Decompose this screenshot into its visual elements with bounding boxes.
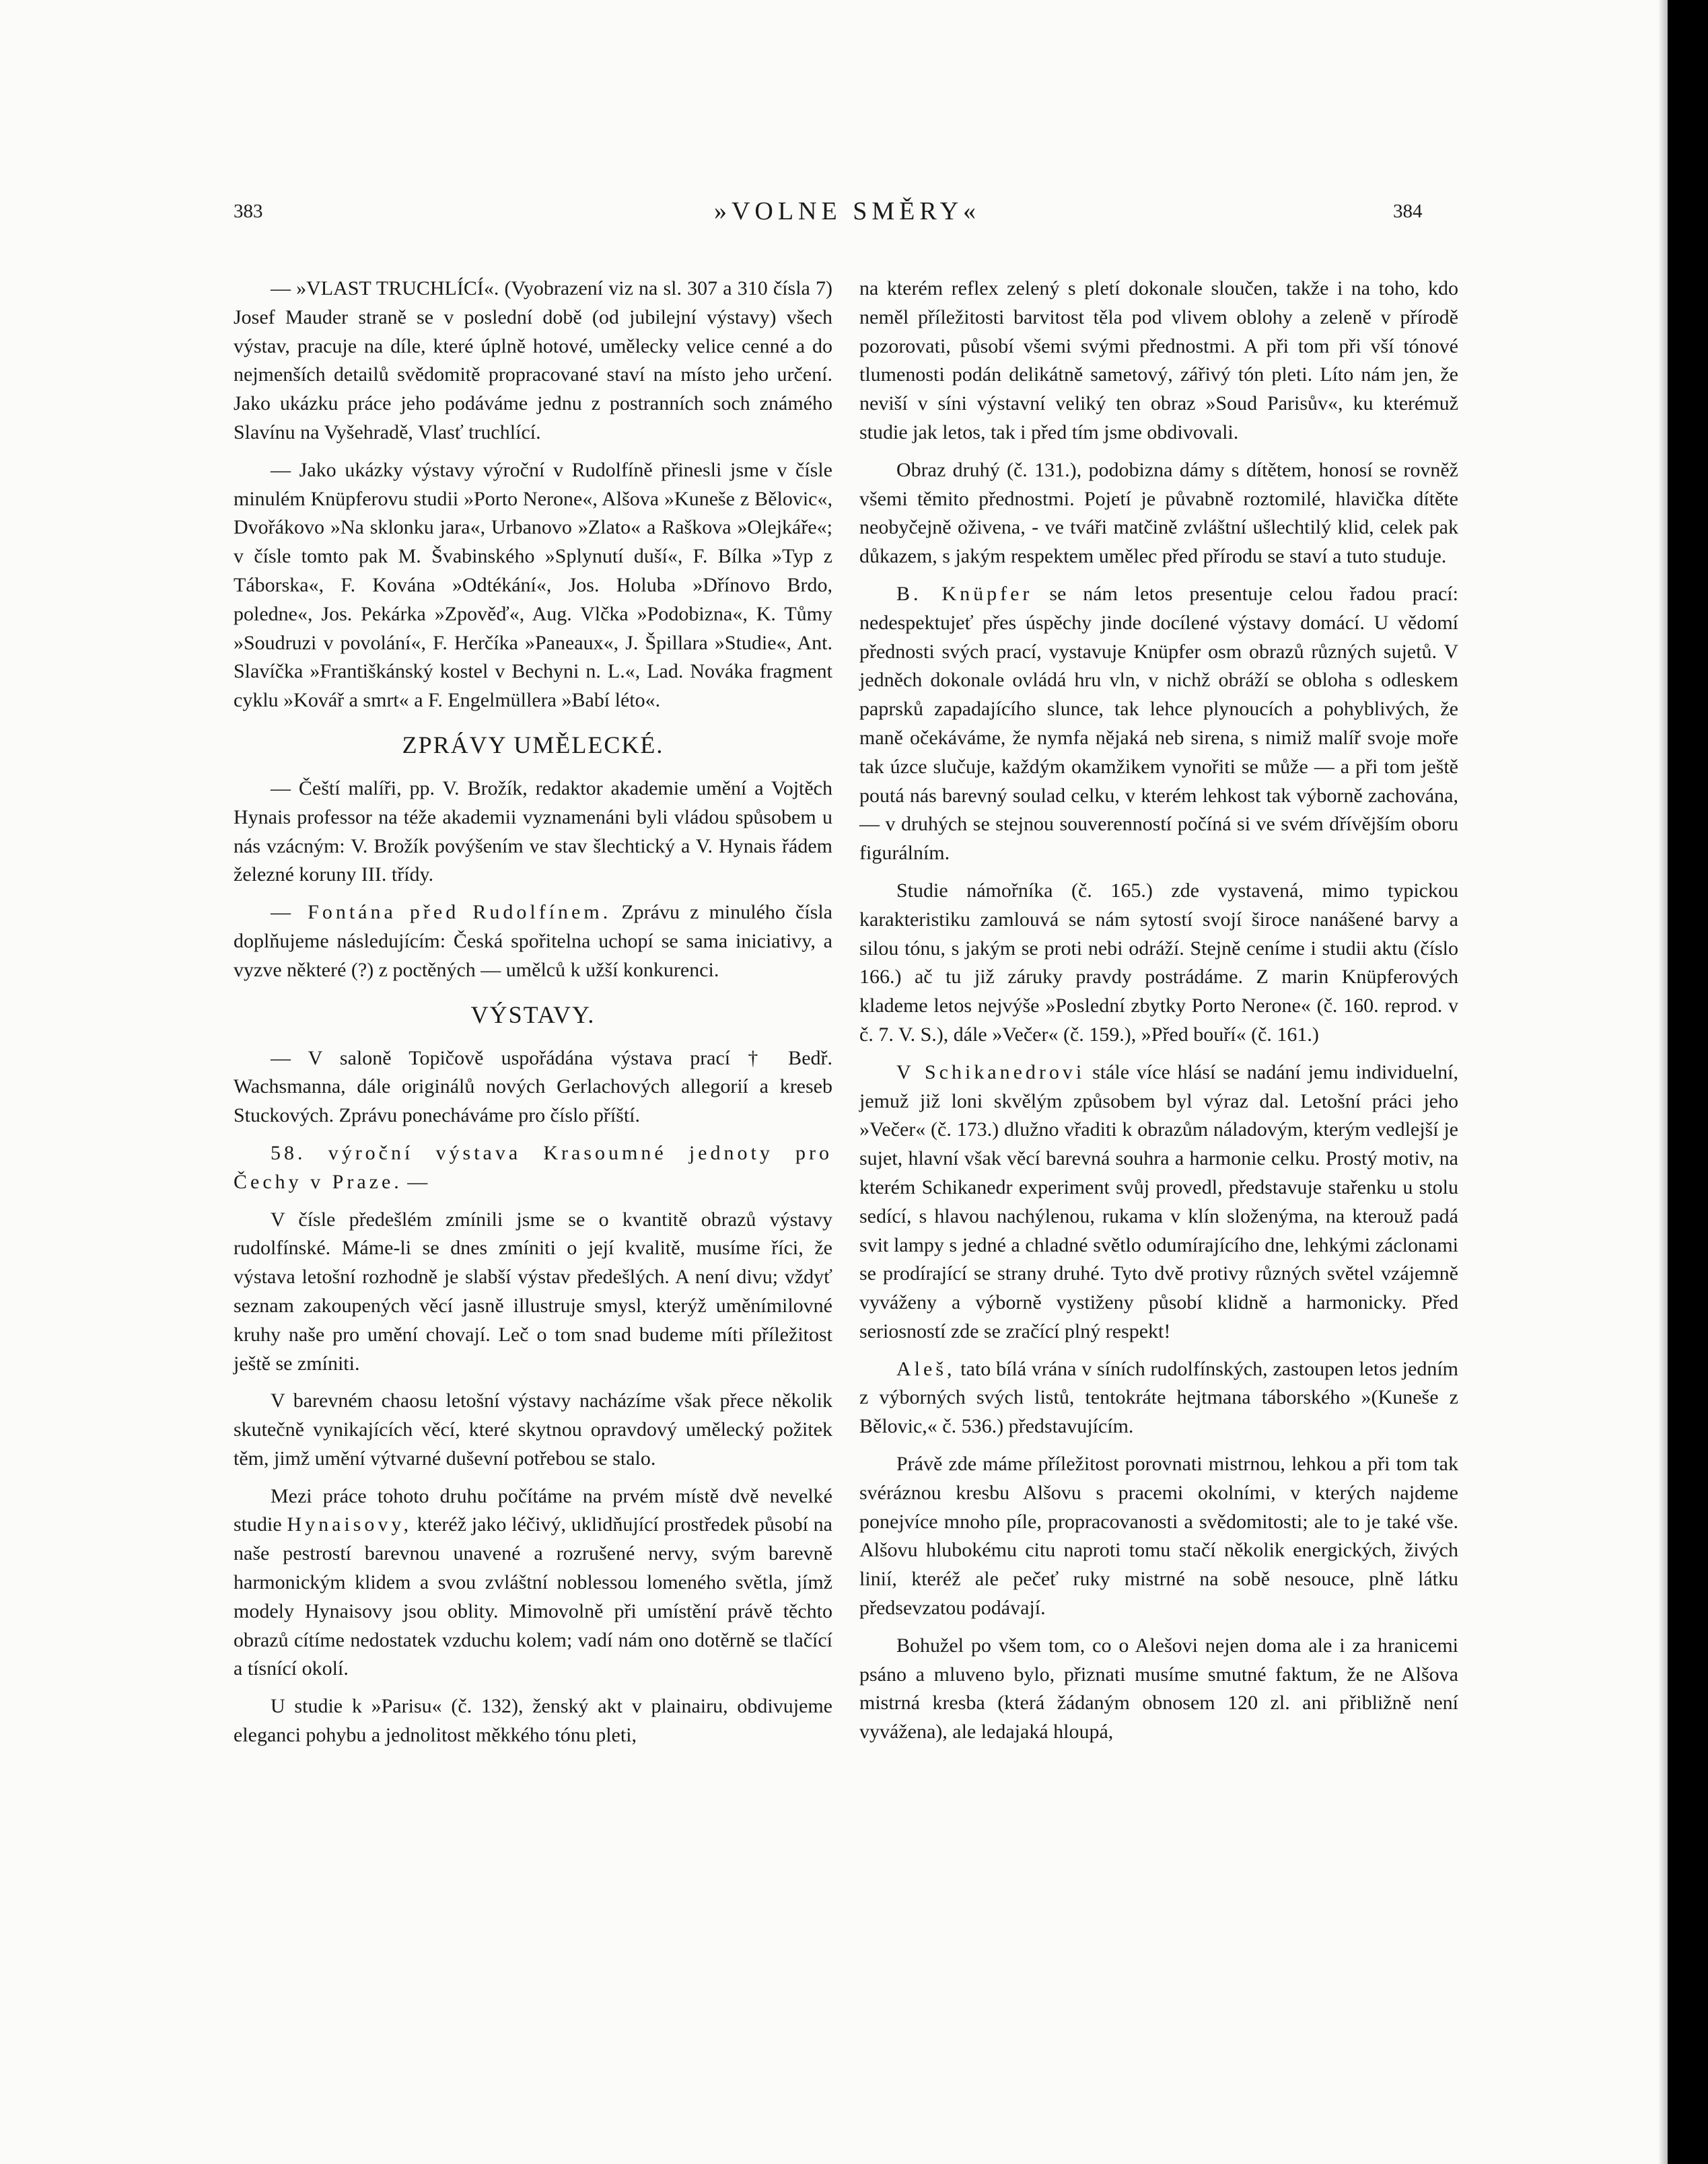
spaced-lead: — Fontána před Rudolfínem. (271, 901, 612, 924)
paragraph: na kterém reflex zelený s pletí dokonale sloučen, takže i na toho, kdo neměl příležitosti barvitost těla pod vlivem oblohy a zeleně v přírodě pozorovati, působí všemi svými přednostmi. A při tom při vší tónové tlumenosti podán delikátně sametový, zářivý tón pleti. Líto nám jen, že neviší v síni výstavní veliký ten obraz »Soud Parisův«, ku kterémuž studie jak letos, tak i před tím jsme obdivovali. (859, 277, 1458, 443)
paragraph: — Jako ukázky výstavy výroční v Rudolfíně přinesli jsme v čísle minulém Knüpferovu studii »Porto Nerone«, Alšova »Kuneše z Bělovic«, Dvořákovo »Na sklonku jara«, Urbanovo »Zlato« a Raškova »Olejkáře«; v čísle tomto pak M. Švabinského »Splynutí duší«, F. Bílka »Typ z Táborska«, F. Kována »Odtékání«, Jos. Holuba »Dřínovo Brdo, poledne«, Jos. Pekárka »Zpověď«, Aug. Vlčka »Podobizna«, K. Tůmy »Soudruzi v povolání«, F. Herčíka »Paneaux«, J. Špillara »Studie«, Ant. Slavíčka »Františkánský kostel v Bechyni n. L.«, Lad. Nováka fragment cyklu »Kovář a smrt« a F. Engelmüllera »Babí léto«. (234, 458, 832, 712)
section-heading-exhibitions: VÝSTAVY. (470, 1001, 596, 1028)
left-column (234, 275, 832, 1759)
paragraph-text: Mezi práce tohoto druhu počítáme na prvém místě dvě nevelké studie (234, 1484, 832, 1536)
paragraph (859, 1058, 1458, 1346)
section-heading-news: ZPRÁVY UMĚLECKÉ. (402, 731, 664, 758)
spaced-name: Hynaisovy, (287, 1513, 412, 1536)
page-number-right: 384 (1393, 201, 1423, 222)
paragraph: Právě zde máme příležitost porovnati mistrnou, lehkou a při tom tak svéráznou kresbu Alšovu s pracemi okolními, v kterých najdeme ponejvíce mnoho píle, propracovanosti a svědomitosti; ale to je také vše. Alšovu hlubokému citu naproti tomu stačí několik energických, živých linií, kteréž ale pečeť ruky mistrné na sobě nesouce, plně látku předsevzatou podávají. (859, 1453, 1458, 1620)
paragraph: Studie námořníka (č. 165.) zde vystavená, mimo typickou karakteristiku zamlouvá se nám sytostí svojí široce nanášené barvy a silou tónu, s jakým se proti nebi odráží. Stejně ceníme i studii aktu (číslo 166.) ač tu již záruky pravdy postrádáme. Z marin Knüpferových klademe letos nejvýše »Poslední zbytky Porto Nerone« (č. 160. reprod. v č. 7. V. S.), dále »Večer« (č. 159.), »Před bouří« (č. 161.) (859, 879, 1458, 1046)
paragraph-text: kteréž jako léčivý, uklidňující prostředek působí na naše pestrostí barevnou unavené a rozrušené nervy, svým barevně harmonickým klidem a svou zvláštní noblessou lomeného světla, jímž modely Hynaisovy jsou oblity. Mimovolně při umístění právě těchto obrazů cítíme nedostatek vzduchu kolem; vadí nám ono dotěrně se tlačící a tísnící okolí. (234, 1513, 832, 1680)
running-header (0, 197, 1668, 234)
spaced-name: Aleš, (896, 1357, 956, 1380)
paragraph: — V saloně Topičově uspořádána výstava prací † Bedř. Wachsmanna, dále originálů nových Gerlachových allegorií a kreseb Stuckových. Zprávu ponecháváme pro číslo příští. (234, 1046, 832, 1127)
paragraph: — »VLAST TRUCHLÍCÍ«. (Vyobrazení viz na sl. 307 a 310 čísla 7) Josef Mauder straně se v poslední době (od jubilejní výstavy) všech výstav, pracuje na díle, které úplně hotové, umělecky velice cenné a do nejmenších detailů svědomitě propracované staví na místo jeho určení. Jako ukázku práce jeho podáváme jednu z postranních soch známého Slavínu na Vyšehradě, Vlasť truchlící. (234, 277, 832, 443)
paragraph (859, 1355, 1458, 1441)
journal-title: »VOLNE SMĚRY« (713, 197, 981, 225)
spaced-name: V Schikanedrovi (896, 1060, 1086, 1083)
paragraph: V čísle předešlém zmínili jsme se o kvantitě obrazů výstavy rudolfínské. Máme-li se dnes zmíniti o její kvalitě, musíme říci, že výstava letošní rozhodně je slabší výstav předešlých. A není divu; vždyť seznam zakoupených věcí jasně illustruje smysl, kterýž uměnímilovné kruhy naše pro umění chovají. Leč o tom snad budeme míti příležitost ještě se zmíniti. (234, 1208, 832, 1375)
paragraph (859, 580, 1458, 868)
paragraph-text: stále více hlásí se nadání jemu individuelní, jemuž již loni skvělým způsobem byl výraz dal. Letošní práci jeho »Večer« (č. 173.) dlužno vřaditi k obrazům náladovým, kterým vedlejší je sujet, hlavní však věcí barevná souhra a harmonie celku. Prostý motiv, na kterém Schikanedr experiment svůj provedl, představuje stařenku u stolu sedící, s hlavou nachýlenou, rukama v klín složenýma, na kterouž padá svit lampy s jedné a chladné světlo odumírajícího dne, lehkými záclonami se prodírající se strany druhé. Tyto dvě protivy různých světel vzájemně vyváženy a výborně vystiženy působí klidně a harmonicky. Před seriosností zde se zračící plný respekt! (859, 1060, 1458, 1342)
paragraph-text: — (407, 1170, 428, 1193)
page-edge (1658, 0, 1668, 2164)
paragraph-text: Zprávu z minulého čísla doplňujeme následujícím: Česká spořitelna uchopí se sama iniciativy, a vyzve některé (?) z poctěných — umělců k užší konkurenci. (234, 901, 833, 981)
paragraph-text: se nám letos presentuje celou řadou prací: nedespektujeť přes úspěchy jinde docílené výstavy domácí. U vědomí přednosti svých prací, vystavuje Knüpfer osm obrazů různých sujetů. V jedněch dokonale ovládá hru vln, v nichž obráží se obloha s odleskem paprsků zapadajícího slunce, tak lehce plynoucích a pohyblivých, že maně očekáváme, že nymfa nějaká neb sirena, s nimiž malíř svoje moře tak úzce slučuje, každým okamžikem vynořiti se může — a při tom ještě poutá nás barevný soulad celku, v kterém lehkost tak výborně zachována, — v druhých se stejnou souverenností počíná si ve svém dřívějším oboru figurálním. (859, 582, 1458, 865)
paragraph: — Čeští malíři, pp. V. Brožík, redaktor akademie umění a Vojtěch Hynais professor na téže akademii vyznamenáni byli vládou spůsobem u nás vzácným: V. Brožík povýšením ve stav šlechtický a V. Hynais řádem železné koruny III. třídy. (234, 777, 832, 886)
right-column (859, 275, 1458, 1756)
paragraph: U studie k »Parisu« (č. 132), ženský akt v plainairu, obdivujeme eleganci pohybu a jednolitost měkkého tónu pleti, (234, 1695, 832, 1747)
paragraph: V barevném chaosu letošní výstavy nacházíme však přece několik skutečně vynikajících věcí, které skytnou opravdový umělecký požitek těm, jimž umění výtvarné duševní potřebou se stalo. (234, 1390, 832, 1470)
spaced-name: B. Knüpfer (896, 582, 1033, 605)
paragraph: Bohužel po všem tom, co o Alešovi nejen doma ale i za hranicemi psáno a mluveno bylo, přiznati musíme smutné faktum, že ne Alšova mistrná kresba (která žádaným obnosem 120 zl. ani přibližně není vyvážena), ale ledajaká hloupá, (859, 1634, 1458, 1743)
paragraph: Obraz druhý (č. 131.), podobizna dámy s dítětem, honosí se rovněž všemi těmito přednostmi. Pojetí je půvabně roztomilé, hlavička dítěte neobyčejně oživena, - ve tváři matčině zvláštní ušlechtilý klid, celek pak důkazem, s jakým respektem umělec před přírodu se staví a tuto studuje. (859, 458, 1458, 568)
paragraph (234, 898, 832, 984)
spaced-lead: 58. výroční výstava Krasoumné jednoty pro Čechy v Praze. (234, 1141, 832, 1193)
page-number-left: 383 (234, 201, 263, 222)
paragraph (234, 1482, 832, 1684)
paragraph (234, 1139, 832, 1197)
paragraph-text: tato bílá vrána v síních rudolfínských, zastoupen letos jedním z výborných svých listů, tentokráte hejtmana táborského »(Kuneše z Bělovic,« č. 536.) představujícím. (859, 1357, 1458, 1438)
